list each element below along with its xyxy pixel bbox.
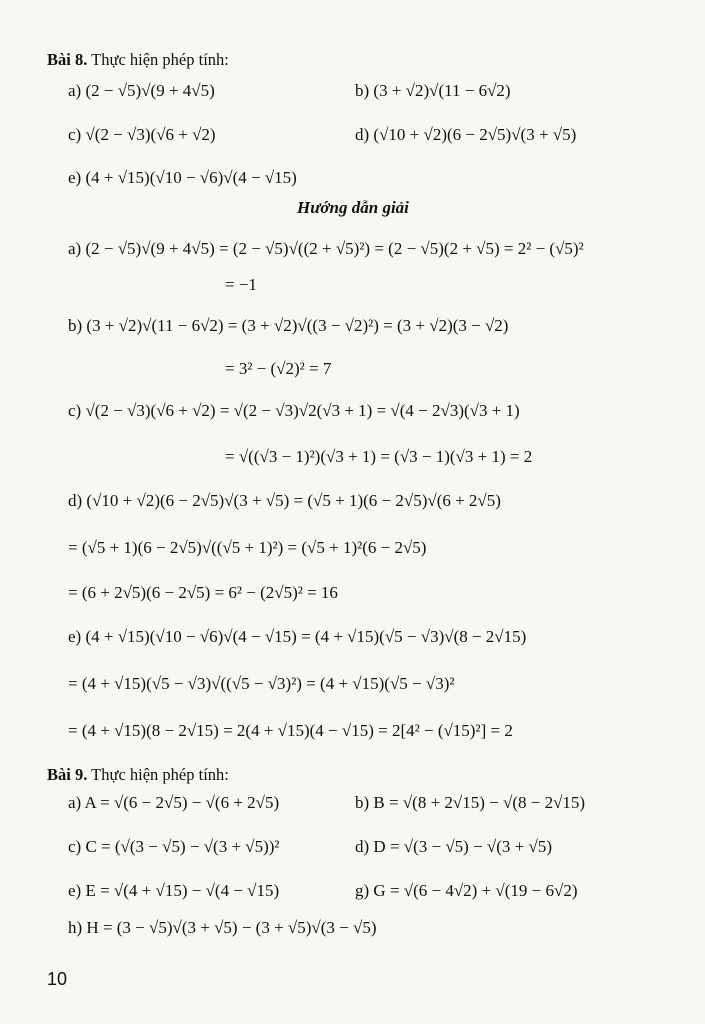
bai8-problem-d: d) (√10 + √2)(6 − 2√5)√(3 + √5) (355, 125, 577, 144)
solution-e-line1: e) (4 + √15)(√10 − √6)√(4 − √15) = (4 + √15)(√5 − √3)√(8 − 2√15) (68, 627, 527, 646)
bai9-heading (47, 765, 229, 785)
bai9-instruction: Thực hiện phép tính: (91, 765, 229, 784)
solution-title: Hướng dẫn giải (297, 198, 409, 217)
bai8-instruction: Thực hiện phép tính: (91, 50, 229, 69)
bai8-problem-a: a) (2 − √5)√(9 + 4√5) (68, 81, 215, 100)
solution-a-line1: a) (2 − √5)√(9 + 4√5) = (2 − √5)√((2 + √5)²) = (2 − √5)(2 + √5) = 2² − (√5)² (68, 239, 584, 258)
solution-e-line2: = (4 + √15)(√5 − √3)√((√5 − √3)²) = (4 + √15)(√5 − √3)² (68, 674, 455, 693)
bai8-problem-c: c) √(2 − √3)(√6 + √2) (68, 125, 216, 144)
solution-c-line1: c) √(2 − √3)(√6 + √2) = √(2 − √3)√2(√3 + 1) = √(4 − 2√3)(√3 + 1) (68, 401, 520, 420)
bai9-problem-c: c) C = (√(3 − √5) − √(3 + √5))² (68, 837, 280, 856)
solution-b-line1: b) (3 + √2)√(11 − 6√2) = (3 + √2)√((3 − √2)²) = (3 + √2)(3 − √2) (68, 316, 509, 335)
bai8-problem-b: b) (3 + √2)√(11 − 6√2) (355, 81, 511, 100)
solution-a-line2: = −1 (225, 275, 257, 294)
bai8-problem-e: e) (4 + √15)(√10 − √6)√(4 − √15) (68, 168, 297, 187)
bai9-problem-a: a) A = √(6 − 2√5) − √(6 + 2√5) (68, 793, 280, 812)
solution-c-line2: = √((√3 − 1)²)(√3 + 1) = (√3 − 1)(√3 + 1) = 2 (225, 447, 533, 466)
page-number: 10 (47, 969, 68, 989)
bai8-heading (47, 50, 229, 70)
bai9-title: Bài 9. (47, 765, 88, 784)
bai8-title: Bài 8. (47, 50, 88, 69)
bai9-problem-b: b) B = √(8 + 2√15) − √(8 − 2√15) (355, 793, 586, 812)
solution-e-line3: = (4 + √15)(8 − 2√15) = 2(4 + √15)(4 − √15) = 2[4² − (√15)²] = 2 (68, 721, 513, 740)
solution-d-line3: = (6 + 2√5)(6 − 2√5) = 6² − (2√5)² = 16 (68, 583, 338, 602)
bai9-problem-g: g) G = √(6 − 4√2) + √(19 − 6√2) (355, 881, 578, 900)
bai9-problem-h: h) H = (3 − √5)√(3 + √5) − (3 + √5)√(3 − √5) (68, 918, 377, 937)
bai9-problem-e: e) E = √(4 + √15) − √(4 − √15) (68, 881, 280, 900)
solution-d-line1: d) (√10 + √2)(6 − 2√5)√(3 + √5) = (√5 + 1)(6 − 2√5)√(6 + 2√5) (68, 491, 501, 510)
solution-d-line2: = (√5 + 1)(6 − 2√5)√((√5 + 1)²) = (√5 + 1)²(6 − 2√5) (68, 538, 427, 557)
solution-b-line2: = 3² − (√2)² = 7 (225, 359, 332, 378)
bai9-problem-d: d) D = √(3 − √5) − √(3 + √5) (355, 837, 553, 856)
